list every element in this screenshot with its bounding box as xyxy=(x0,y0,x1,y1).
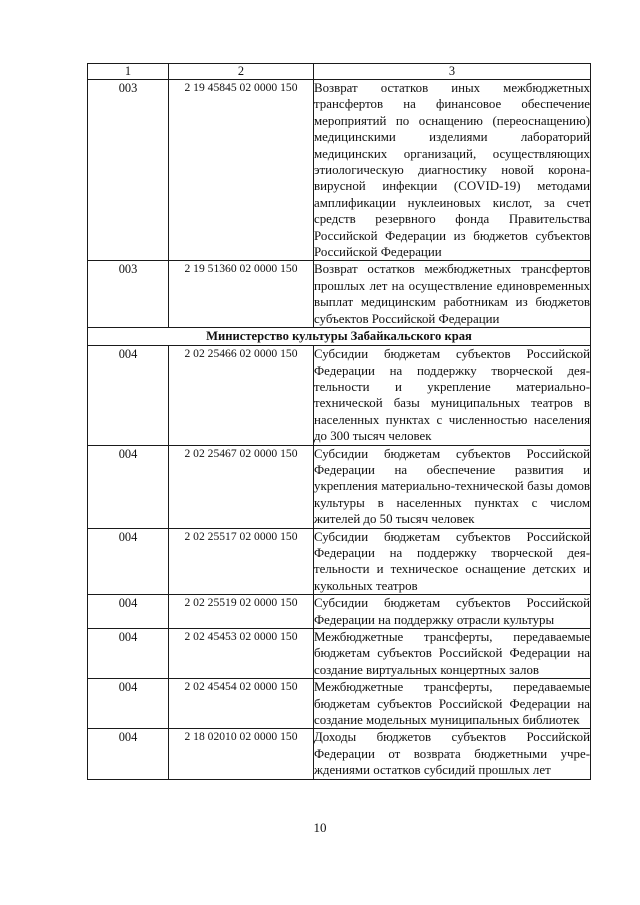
section-header-row xyxy=(88,328,591,346)
table-row xyxy=(88,595,591,629)
column-header-2: 2 xyxy=(169,64,314,80)
kbk-code-cell: 2 02 45453 02 0000 150 xyxy=(169,629,314,679)
kbk-code-cell: 2 02 45454 02 0000 150 xyxy=(169,679,314,729)
table-row xyxy=(88,629,591,679)
kbk-code-cell: 2 19 45845 02 0000 150 xyxy=(169,80,314,261)
kbk-code-cell: 2 19 51360 02 0000 150 xyxy=(169,261,314,328)
admin-code-cell: 004 xyxy=(88,679,169,729)
column-header-3: 3 xyxy=(314,64,591,80)
kbk-code-cell: 2 02 25466 02 0000 150 xyxy=(169,346,314,445)
admin-code-cell: 004 xyxy=(88,528,169,595)
table-row xyxy=(88,261,591,328)
description-cell: Субсидии бюджетам субъектов Российской Федерации на поддержку творческой деятельности и укрепление материально-технической базы муниципальных театров в населенных пунктах с численностью населения до 300 тысяч человек xyxy=(314,347,590,444)
table-body xyxy=(88,80,591,780)
admin-code-cell: 004 xyxy=(88,729,169,779)
column-header-1: 1 xyxy=(88,64,169,80)
description-cell: Субсидии бюджетам субъектов Российской Федерации на обеспечение развития и укрепления материально-технической базы домов культуры в населенных пунктах с числом жителей до 50 тысяч человек xyxy=(314,446,590,527)
description-cell: Субсидии бюджетам субъектов Российской Федерации на поддержку творческой деятельности и техническое оснащение детских и кукольных театров xyxy=(314,529,590,593)
description-cell: Межбюджетные трансферты, передаваемые бюджетам субъектов Российской Федерации на создание модельных муниципальных библиотек xyxy=(314,680,590,728)
section-title: Министерство культуры Забайкальского края xyxy=(88,328,591,346)
table-row xyxy=(88,80,591,261)
admin-code-cell: 003 xyxy=(88,80,169,261)
description-cell: Возврат остатков межбюджетных трансфертов прошлых лет на осуществление единовременных выплат медицинским работникам из бюджетов субъектов Российской Федерации xyxy=(314,262,590,326)
table-row xyxy=(88,679,591,729)
table-row xyxy=(88,729,591,779)
description-cell: Межбюджетные трансферты, передаваемые бюджетам субъектов Российской Федерации на создание виртуальных концертных залов xyxy=(314,630,590,677)
admin-code-cell: 004 xyxy=(88,445,169,528)
table-row xyxy=(88,445,591,528)
page-number: 10 xyxy=(313,820,327,835)
table-row xyxy=(88,346,591,445)
admin-code-cell: 004 xyxy=(88,629,169,679)
description-cell: Доходы бюджетов субъектов Российской Федерации от возврата бюджетными учреждениями остатков субсидий прошлых лет xyxy=(314,730,590,778)
kbk-code-cell: 2 02 25519 02 0000 150 xyxy=(169,595,314,629)
description-cell: Возврат остатков иных межбюджетных трансфертов на финансовое обеспечение мероприятий по оснащению (переоснащению) медицинскими изделиями лабораторий медицинских организаций, осуществляющих этиологическую диагностику новой коронавирусной инфекции (COVID-19) методами амплификации нуклеиновых кислот, за счет средств резервного фонда Правительства Российской Федерации из бюджетов субъектов Российской Федерации xyxy=(314,81,590,260)
kbk-code-cell: 2 02 25517 02 0000 150 xyxy=(169,528,314,595)
admin-code-cell: 003 xyxy=(88,261,169,328)
table-header-row xyxy=(88,64,591,80)
admin-code-cell: 004 xyxy=(88,595,169,629)
kbk-code-cell: 2 02 25467 02 0000 150 xyxy=(169,445,314,528)
description-cell: Субсидии бюджетам субъектов Российской Федерации на поддержку отрасли культуры xyxy=(314,596,590,627)
kbk-code-cell: 2 18 02010 02 0000 150 xyxy=(169,729,314,779)
table-row xyxy=(88,528,591,595)
budget-classification-table xyxy=(87,63,591,780)
admin-code-cell: 004 xyxy=(88,346,169,445)
